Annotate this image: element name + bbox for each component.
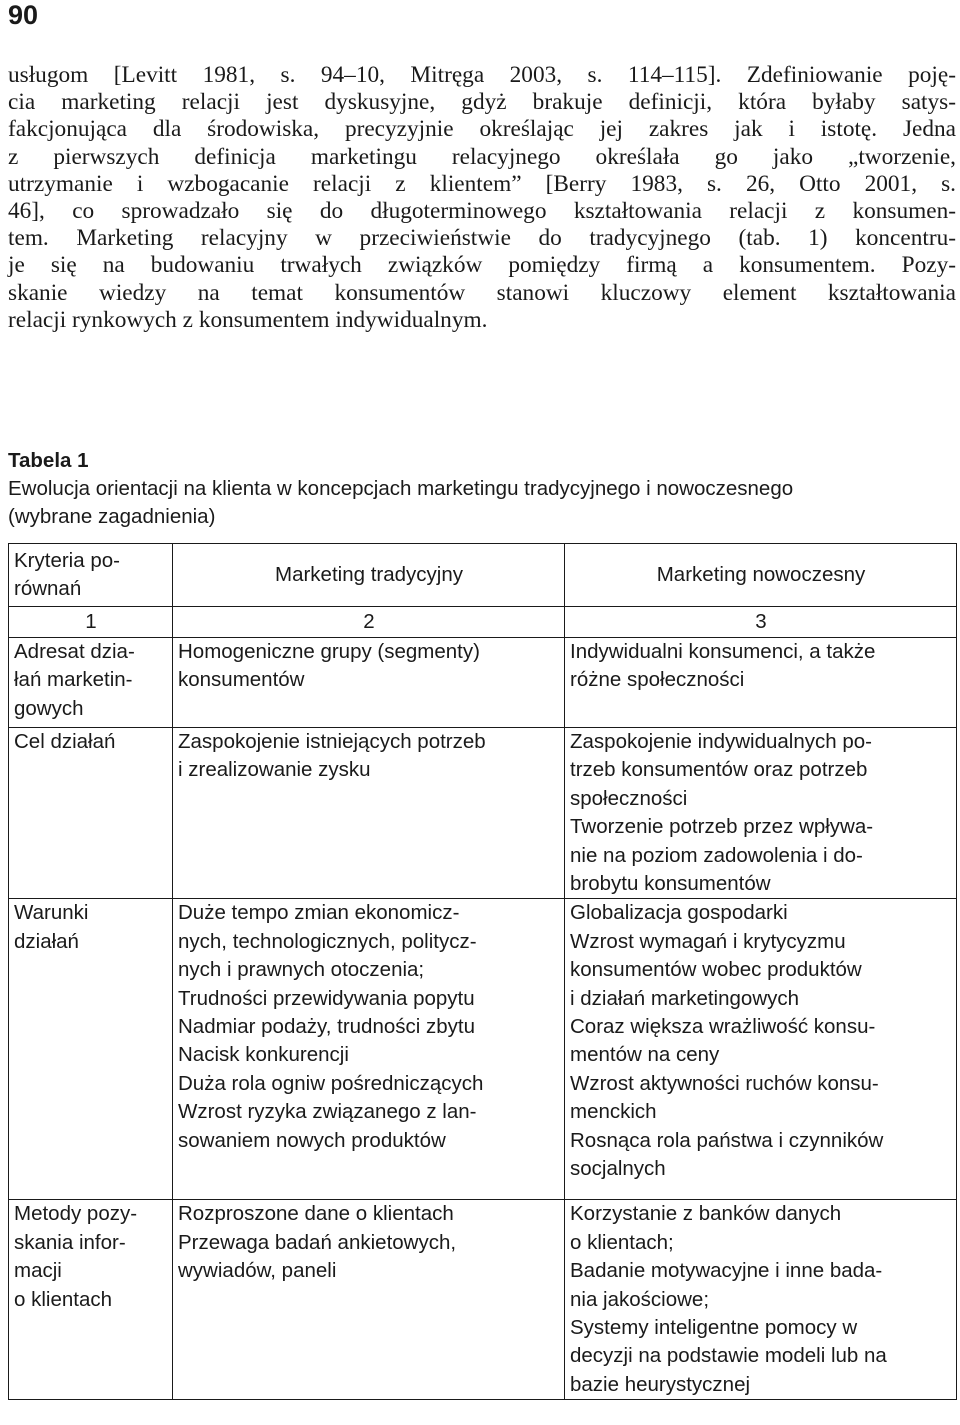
table-row [9,1200,957,1400]
body-line: fakcjonująca dla środowiska, precyzyjnie określając jej zakres jak i istotę. Jedna [8,116,956,143]
modern-cell: Globalizacja gospodarki Wzrost wymagań i krytycyzmu konsumentów wobec produktów i działań marketingowych Coraz większa wrażliwość konsu- mentów na ceny Wzrost aktywności ruchów konsu- menckich Rosnąca rola państwa i czynników socjalnych [565,899,957,1200]
page-number: 90 [8,0,39,30]
modern-cell: Zaspokojenie indywidualnych po- trzeb konsumentów oraz potrzeb społeczności Tworzenie potrzeb przez wpływa- nie na poziom zadowolenia i do- brobytu konsumentów [565,728,957,899]
column-number: 2 [173,607,565,638]
body-line: usługom [Levitt 1981, s. 94–10, Mitręga 2003, s. 114–115]. Zdefiniowanie poję- [8,62,956,88]
header-criteria: Kryteria po- równań [9,544,173,607]
column-number: 1 [9,607,173,638]
criterion-cell: Adresat dzia- łań marketin- gowych [9,638,173,728]
body-line: 46], co sprowadzało się do długoterminowego kształtowania relacji z konsumen- [8,197,956,224]
table-subtitle: (wybrane zagadnienia) [8,505,216,528]
criterion-cell: Metody pozy- skania infor- macji o klientach [9,1200,173,1400]
table-label: Tabela 1 [8,449,89,472]
table-row [9,728,957,899]
body-line: z pierwszych definicja marketingu relacyjnego określała go jako „tworzenie, [8,143,956,170]
modern-cell: Korzystanie z banków danych o klientach; Badanie motywacyjne i inne bada- nia jakościowe; Systemy inteligentne pomocy w decyzji na podstawie modeli lub na bazie heurystycznej [565,1200,957,1400]
body-line: relacji rynkowych z konsumentem indywidualnym. [8,306,488,333]
body-line: tem. Marketing relacyjny w przeciwieństwie do tradycyjnego (tab. 1) koncentru- [8,225,956,252]
header-modern: Marketing nowoczesny [565,544,957,607]
criterion-cell: Cel działań [9,728,173,899]
body-paragraph [8,62,956,334]
traditional-cell: Duże tempo zmian ekonomicz- nych, technologicznych, politycz- nych i prawnych otoczenia; Trudności przewidywania popytu Nadmiar podaży, trudności zbytu Nacisk konkurencji Duża rola ogniw pośredniczących Wzrost ryzyka związanego z lan- sowaniem nowych produktów [173,899,565,1200]
column-number: 3 [565,607,957,638]
table-row [9,899,957,1200]
table-title: Ewolucja orientacji na klienta w koncepcjach marketingu tradycyjnego i nowoczesnego [8,477,794,500]
table-caption [8,447,956,531]
traditional-cell: Rozproszone dane o klientach Przewaga badań ankietowych, wywiadów, paneli [173,1200,565,1400]
table-number-row [9,607,957,638]
body-line: utrzymanie i wzbogacanie relacji z klientem” [Berry 1983, s. 26, Otto 2001, s. [8,170,956,197]
modern-cell: Indywidualni konsumenci, a także różne społeczności [565,638,957,728]
comparison-table [8,543,957,1400]
traditional-cell: Homogeniczne grupy (segmenty) konsumentów [173,638,565,728]
body-line: skanie wiedzy na temat konsumentów stanowi kluczowy element kształtowania [8,279,956,306]
table-header-row [9,544,957,607]
body-line: je się na budowaniu trwałych związków pomiędzy firmą a konsumentem. Pozy- [8,252,956,279]
body-line: cia marketing relacji jest dyskusyjne, gdyż brakuje definicji, która byłaby satys- [8,89,956,116]
header-traditional: Marketing tradycyjny [173,544,565,607]
table-row [9,638,957,728]
traditional-cell: Zaspokojenie istniejących potrzeb i zrealizowanie zysku [173,728,565,899]
criterion-cell: Warunki działań [9,899,173,1200]
